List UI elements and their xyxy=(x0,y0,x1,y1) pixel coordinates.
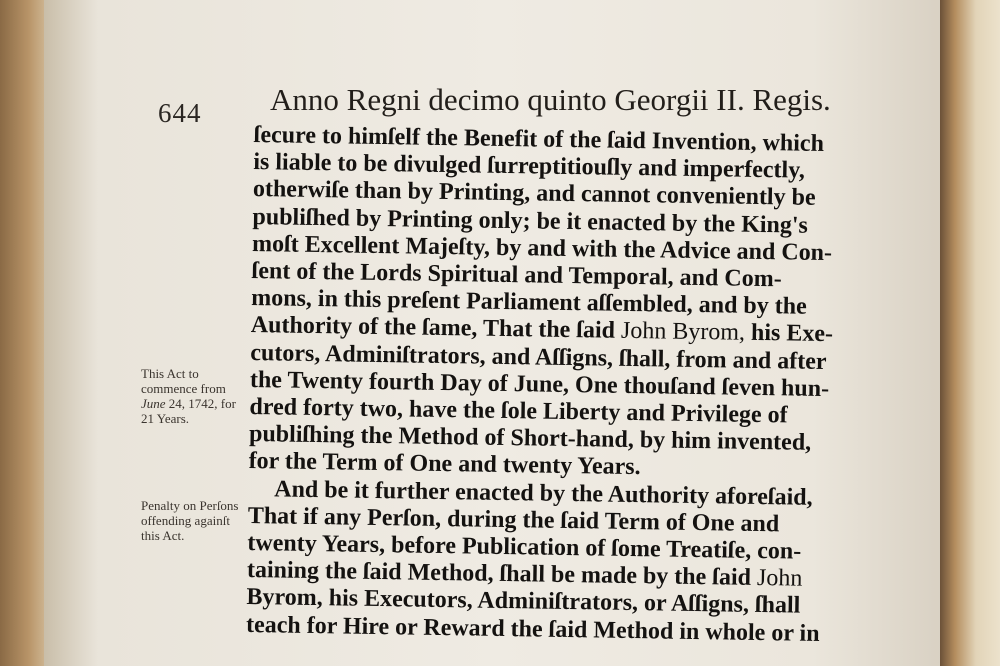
blackletter-body-text xyxy=(246,122,914,649)
text-segment: taining the ſaid Method, ſhall be made by the ſaid xyxy=(246,557,752,592)
page-number: 644 xyxy=(158,98,202,128)
text-line: is liable to be divulged ſurreptitiouſly and imperfectly, xyxy=(253,149,806,184)
margin-note-text: 24, 1742, for 21 Years. xyxy=(141,396,236,426)
margin-note-date: June xyxy=(141,396,166,411)
text-line: publiſhing the Method of Short-hand, by him invented, xyxy=(248,421,812,457)
text-line: cutors, Adminiſtrators, and Aſſigns, ſhall, from and after xyxy=(250,339,827,375)
text-line: That if any Perſon, during the ſaid Term of One and xyxy=(247,502,780,538)
text-line: Byrom, his Executors, Adminiſtrators, or Aſſigns, ſhall xyxy=(246,584,801,620)
text-line: publiſhed by Printing only; be it enacted by the King's xyxy=(252,203,809,239)
text-segment: his Exe- xyxy=(750,320,834,348)
right-binding-edge xyxy=(940,0,1000,666)
margin-note-text: This Act to commence from xyxy=(141,366,226,396)
text-segment: Authority of the ſame, That the ſaid xyxy=(250,312,616,345)
text-line: ſent of the Lords Spiritual and Temporal, and Com- xyxy=(251,257,782,293)
text-line: And be it further enacted by the Authority aforeſaid, xyxy=(274,476,813,511)
roman-name: John Byrom, xyxy=(620,318,746,347)
text-line: mons, in this preſent Parliament aſſembled, and by the xyxy=(251,285,807,320)
text-line: for the Term of One and twenty Years. xyxy=(248,448,641,481)
text-line: otherwiſe than by Printing, and cannot conveniently be xyxy=(252,176,816,212)
roman-name: John xyxy=(756,565,803,592)
margin-note-penalty: Penalty on Perſons offending againſt this Act. xyxy=(141,498,239,543)
text-line: dred forty two, have the ſole Liberty and Privilege of xyxy=(249,393,788,429)
text-line: twenty Years, before Publication of ſome Treatiſe, con- xyxy=(247,529,802,565)
margin-note-commencement xyxy=(141,366,251,426)
text-line: moſt Excellent Majeſty, by and with the Advice and Con- xyxy=(251,230,833,266)
running-head: Anno Regni decimo quinto Georgii II. Regis. xyxy=(270,82,831,117)
text-line: teach for Hire or Reward the ſaid Method in whole or in xyxy=(245,611,820,647)
text-line: the Twenty fourth Day of June, One thouſand ſeven hun- xyxy=(249,366,830,402)
text-line: ſecure to himſelf the Benefit of the ſaid Invention, which xyxy=(253,122,825,157)
